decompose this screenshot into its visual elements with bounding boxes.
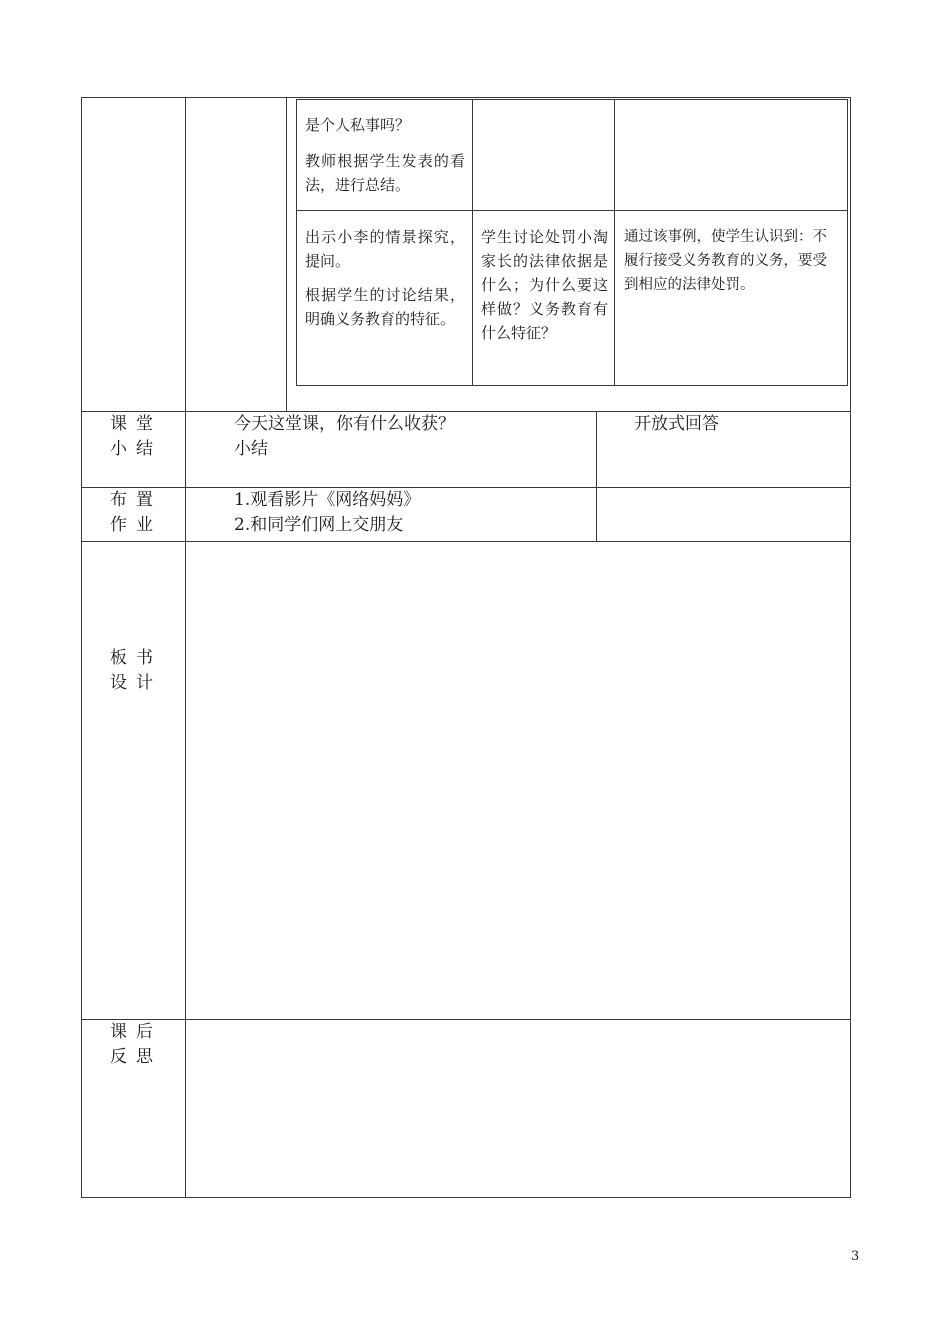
summary-response: 开放式回答 — [634, 414, 719, 434]
inner-row-divider — [296, 210, 848, 211]
inner-table-right — [847, 99, 848, 386]
column-divider-response — [596, 411, 597, 542]
inner-col-divider-2 — [614, 99, 615, 386]
table-border-left — [81, 97, 82, 1198]
reflection-label-line2: 反思 — [110, 1047, 162, 1067]
teacher-line: 根据学生的讨论结果，明确义务教育的特征。 — [305, 286, 465, 328]
summary-content-line2: 小结 — [234, 439, 268, 459]
homework-item-2: 2.和同学们网上交朋友 — [234, 515, 404, 535]
inner-row2-intent: 通过该事例，使学生认识到：不履行接受义务教育的义务，要受到相应的法律处罚。 — [624, 229, 827, 293]
board-label-line1: 板书 — [110, 648, 162, 668]
inner-table-left — [296, 99, 297, 386]
table-border-right — [850, 97, 851, 1198]
inner-col-divider-1 — [472, 99, 473, 386]
summary-label-line2: 小结 — [110, 439, 162, 459]
page-number: 3 — [851, 1249, 860, 1264]
inner-row2-student: 学生讨论处罚小淘家长的法律依据是什么；为什么要这样做？义务教育有什么特征？ — [481, 228, 608, 342]
summary-content-line1: 今天这堂课，你有什么收获？ — [234, 414, 455, 434]
inner-table-bottom — [296, 385, 848, 386]
teacher-line: 出示小李的情景探究，提问。 — [305, 228, 465, 270]
summary-label-line1: 课堂 — [110, 414, 162, 434]
inner-table-top — [296, 99, 848, 100]
homework-item-1: 1.观看影片《网络妈妈》 — [234, 490, 421, 510]
teacher-line: 教师根据学生发表的看法，进行总结。 — [305, 152, 465, 194]
inner-row2-teacher — [305, 225, 465, 331]
row-divider-summary — [81, 411, 851, 412]
row-divider-reflection — [81, 1019, 851, 1020]
inner-row1-teacher — [305, 113, 465, 197]
row-divider-board — [81, 541, 851, 542]
reflection-label-line1: 课后 — [110, 1022, 162, 1042]
homework-label-line2: 作业 — [110, 515, 162, 535]
board-label-line2: 设计 — [110, 673, 162, 693]
teacher-line: 是个人私事吗？ — [305, 116, 411, 134]
column-divider-top-section — [286, 97, 287, 411]
table-border-bottom — [81, 1197, 851, 1198]
column-divider-label — [185, 97, 186, 1198]
row-divider-homework — [81, 487, 851, 488]
table-border-top — [81, 97, 851, 98]
homework-label-line1: 布置 — [110, 490, 162, 510]
